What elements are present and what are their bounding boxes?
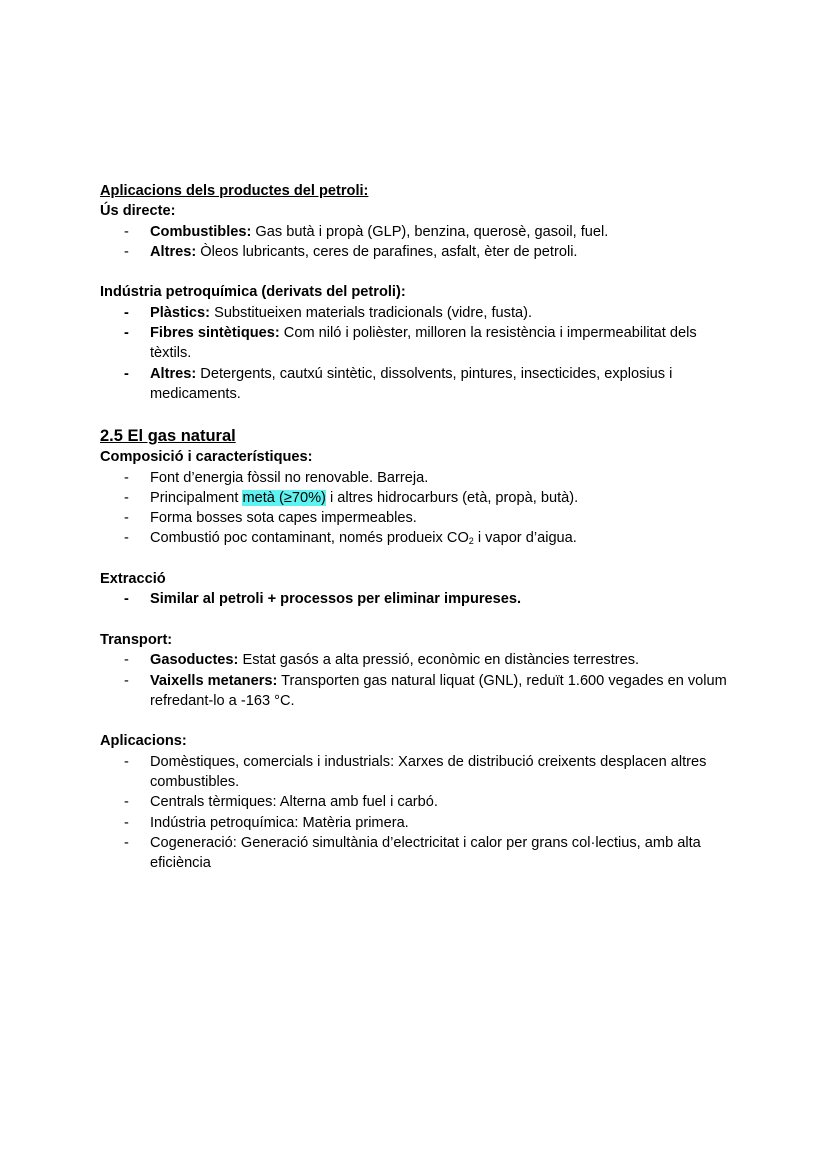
list-item: - Plàstics: Substitueixen materials tradicionals (vidre, fusta).: [124, 304, 533, 321]
applications-list: [100, 752, 740, 874]
applications-heading: Aplicacions:: [100, 733, 187, 750]
list-item: - Combustibles: Gas butà i propà (GLP), benzina, querosè, gasoil, fuel.: [124, 223, 609, 240]
list-item: - Similar al petroli + processos per eliminar impureses.: [124, 591, 522, 608]
highlighted-text: metà (≥70%): [242, 489, 326, 506]
direct-use-heading: Ús directe:: [100, 203, 176, 220]
section-title-petroleum-applications: Aplicacions dels productes del petroli:: [100, 183, 369, 199]
list-item: - Principalment metà (≥70%) i altres hidrocarburs (età, propà, butà).: [124, 489, 579, 506]
petrochemical-heading: Indústria petroquímica (derivats del petroli):: [100, 284, 406, 301]
extraction-list: [100, 589, 740, 609]
list-item: - Font d’energia fòssil no renovable. Barreja.: [124, 469, 429, 486]
petrochemical-list: [100, 303, 740, 404]
list-item: - Combustió poc contaminant, només produeix $CO_2$ i vapor d’aigua.: [124, 530, 577, 547]
transport-heading: Transport:: [100, 631, 173, 648]
list-item: - Altres: Òleos lubricants, ceres de parafines, asfalt, èter de petroli.: [124, 243, 578, 260]
list-item: - Domèstiques, comercials i industrials: Xarxes de distribució creixents desplacen altres combustibles.: [124, 753, 707, 791]
section-title-natural-gas: 2.5 El gas natural: [100, 427, 236, 446]
composition-list: [100, 468, 740, 549]
list-item: - Gasoductes: Estat gasós a alta pressió, econòmic en distàncies terrestres.: [124, 652, 640, 669]
direct-use-list: [100, 222, 740, 263]
list-item: - Cogeneració: Generació simultània d’electricitat i calor per grans col·lectius, amb alta eficiència: [124, 834, 701, 872]
list-item: - Altres: Detergents, cautxú sintètic, dissolvents, pintures, insecticides, explosius i medicaments.: [124, 365, 673, 402]
transport-list: [100, 650, 740, 711]
composition-heading: Composició i característiques:: [100, 449, 313, 466]
document-page: [100, 181, 740, 874]
extraction-heading: Extracció: [100, 571, 166, 588]
list-item: - Vaixells metaners: Transporten gas natural liquat (GNL), reduït 1.600 vegades en volum refredant-lo a -163 °C.: [124, 672, 727, 709]
list-item: - Centrals tèrmiques: Alterna amb fuel i carbó.: [124, 794, 438, 811]
list-item: - Indústria petroquímica: Matèria primera.: [124, 814, 409, 831]
list-item: - Forma bosses sota capes impermeables.: [124, 510, 417, 527]
list-item: - Fibres sintètiques: Com niló i polièster, milloren la resistència i impermeabilitat dels tèxtils.: [124, 325, 697, 362]
